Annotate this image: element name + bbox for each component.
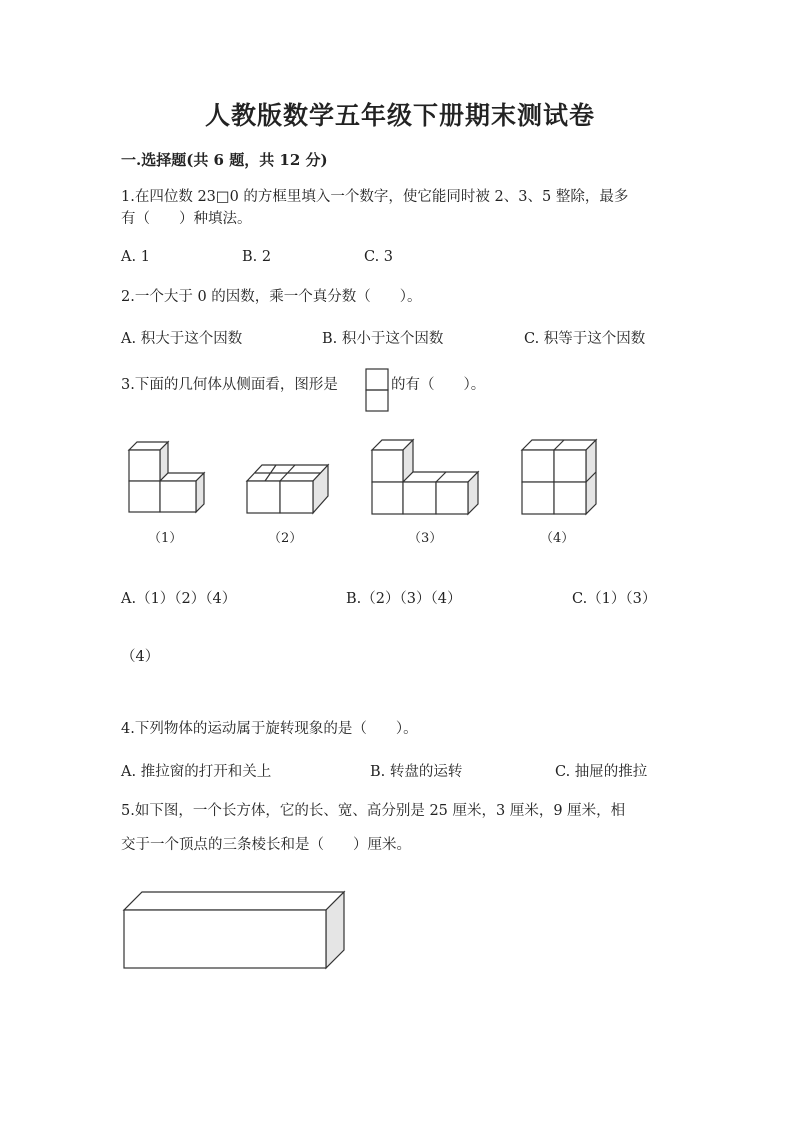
page-title: 人教版数学五年级下册期末测试卷: [204, 101, 595, 130]
question-3-option-c[interactable]: C.（1）（3）: [572, 591, 657, 607]
question-2-option-b[interactable]: B. 积小于这个因数: [322, 331, 444, 347]
question-1-line-2: 有（ ）种填法。: [121, 211, 252, 227]
figure-4-label: （4）: [540, 531, 575, 546]
figure-1-label: （1）: [148, 531, 183, 546]
question-2-option-a[interactable]: A. 积大于这个因数: [121, 331, 243, 347]
question-5-line-1: 5.如下图，一个长方体，它的长、宽、高分别是 25 厘米，3 厘米，9 厘米，相: [121, 803, 626, 819]
question-3-option-a[interactable]: A.（1）（2）（4）: [121, 591, 237, 607]
question-1-option-a[interactable]: A. 1: [121, 249, 150, 265]
figure-3-label: （3）: [408, 531, 443, 546]
section-heading: 一.选择题(共 6 题，共 12 分): [121, 151, 328, 169]
cube-figure-4: [518, 436, 600, 518]
question-3-option-b[interactable]: B.（2）（3）（4）: [346, 591, 462, 607]
figure-2-label: （2）: [268, 531, 303, 546]
question-2-option-c[interactable]: C. 积等于这个因数: [524, 331, 646, 347]
question-4-option-a[interactable]: A. 推拉窗的打开和关上: [121, 764, 272, 780]
question-3-option-c-continued: （4）: [121, 649, 160, 665]
question-4-option-c[interactable]: C. 抽屉的推拉: [555, 764, 648, 780]
question-2-text: 2.一个大于 0 的因数，乘一个真分数（ ）。: [121, 289, 422, 305]
question-4-text: 4.下列物体的运动属于旋转现象的是（ ）。: [121, 721, 418, 737]
cube-figure-1: [125, 438, 210, 518]
question-5-line-2: 交于一个顶点的三条棱长和是（ ）厘米。: [121, 837, 411, 853]
cuboid-figure: [120, 888, 348, 972]
question-1-line-1: 1.在四位数 23□0 的方框里填入一个数字，使它能同时被 2、3、5 整除，最多: [121, 189, 629, 205]
side-view-icon: [365, 368, 389, 412]
question-3-text-after: 的有（ ）。: [391, 377, 486, 393]
question-3-text-before: 3.下面的几何体从侧面看，图形是: [121, 377, 338, 393]
question-1-option-c[interactable]: C. 3: [364, 249, 394, 265]
cube-figure-2: [243, 460, 333, 520]
question-4-option-b[interactable]: B. 转盘的运转: [370, 764, 463, 780]
question-1-option-b[interactable]: B. 2: [242, 249, 272, 265]
cube-figure-3: [368, 436, 483, 518]
